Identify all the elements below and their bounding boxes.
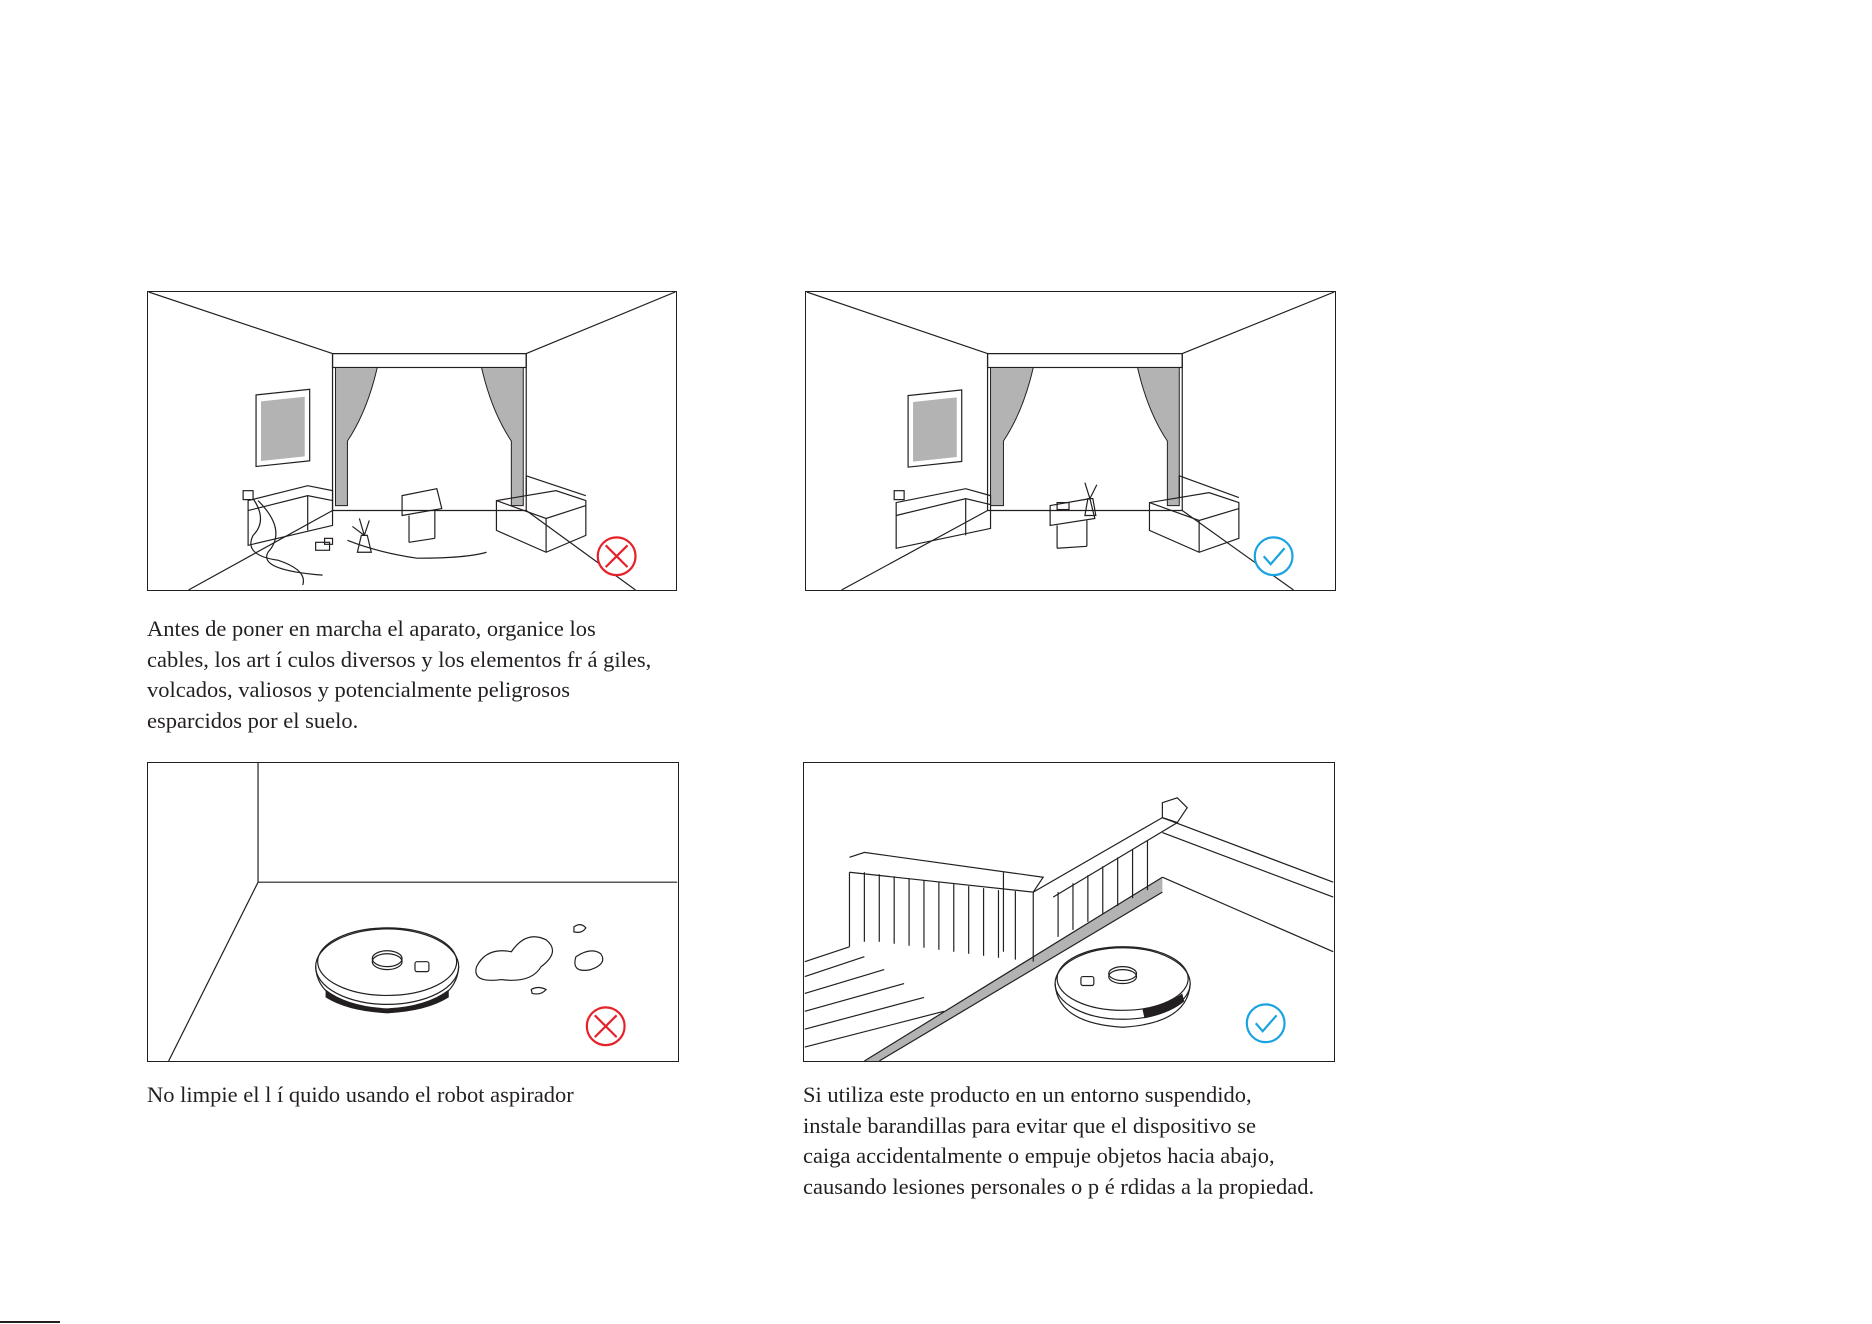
caption-line: instale barandillas para evitar que el dispositivo se [803,1112,1256,1138]
caption-line: No limpie el l í quido usando el robot aspirador [147,1082,574,1107]
stair-railing-illustration [804,763,1334,1061]
messy-room-illustration [148,292,676,590]
caption-line: Si utiliza este producto en un entorno suspendido, [803,1082,1252,1107]
panel-liquid-floor [147,762,679,1062]
caption-line: esparcidos por el suelo. [147,707,359,733]
caption-liquid [147,1080,574,1111]
caption-line: Antes de poner en marcha el aparato, organice los [147,616,596,641]
cross-icon [598,537,636,575]
tidy-room-illustration [806,292,1335,590]
caption-tidy-room [147,614,651,736]
check-icon [1247,1004,1285,1042]
panel-messy-room [147,291,677,591]
footer-rule [0,1321,60,1323]
caption-line: causando lesiones personales o p é rdidas a la propiedad. [803,1173,1315,1199]
caption-line: cables, los art í culos diversos y los elementos fr á giles, [147,646,652,672]
panel-tidy-room [805,291,1336,591]
caption-line: volcados, valiosos y potencialmente peligrosos [147,677,571,702]
liquid-floor-illustration [148,763,678,1061]
caption-railing [803,1080,1314,1202]
caption-line: caiga accidentalmente o empuje objetos hacia abajo, [803,1143,1275,1168]
check-icon [1255,537,1293,575]
panel-stair-railing [803,762,1335,1062]
cross-icon [587,1007,625,1045]
